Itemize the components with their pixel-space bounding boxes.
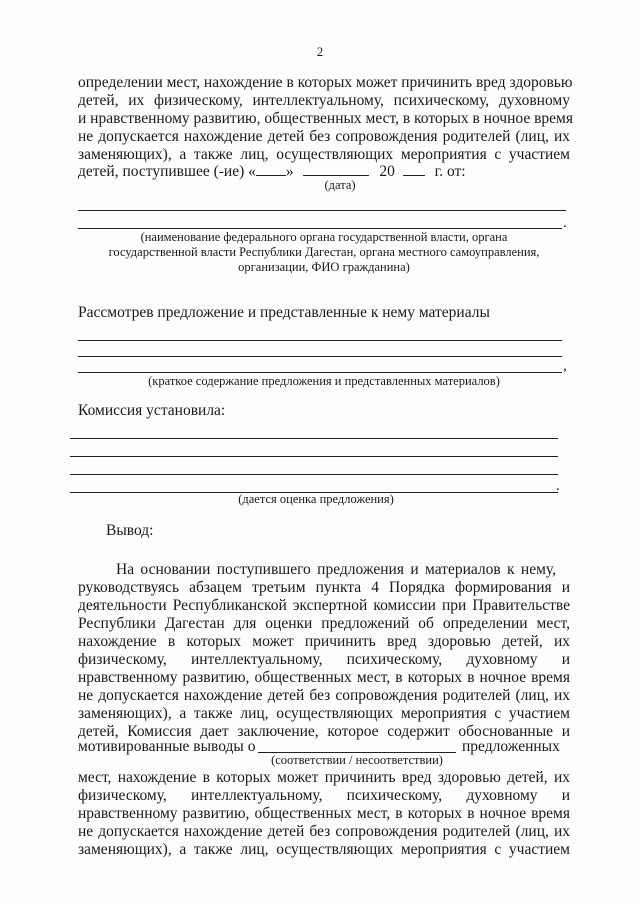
assessment-line[interactable] [70, 438, 558, 439]
main-paragraph-line: нравственному развитию, общественных мест, в которых в ночное время [78, 669, 570, 686]
main-paragraph-line: деятельности Республиканской экспертной комиссии при Правительстве [78, 597, 570, 614]
conclusion-line-suffix: предложенных [462, 738, 560, 755]
top-paragraph-line: заменяющих), а также лиц, осуществляющих мероприятия с участием [78, 146, 570, 163]
final-paragraph-line: физическому, интеллектуальному, психическому, духовному и [78, 787, 570, 804]
main-paragraph-line: заменяющих), а также лиц, осуществляющих мероприятия с участием [78, 705, 570, 722]
review-line-comma: , [563, 358, 567, 374]
main-paragraph-line: не допускается нахождение детей без сопровождения родителей (лиц, их [78, 687, 570, 704]
main-paragraph-line: На основании поступившего предложения и материалов к нему, [116, 561, 556, 578]
year-prefix: 20 [379, 163, 395, 180]
conclusion-line-prefix: мотивированные выводы о [78, 738, 256, 755]
top-paragraph-line: определении мест, нахождение в которых может причинить вред здоровью [78, 74, 573, 91]
main-paragraph-line: детей, Комиссия дает заключение, которое содержит обоснованные и [78, 723, 570, 740]
date-caption: (дата) [324, 178, 356, 192]
review-line[interactable] [78, 356, 562, 357]
conformity-caption: (соответствии / несоответствии) [271, 753, 443, 767]
org-caption-line: государственной власти Республики Дагестан, органа местного самоуправления, [108, 245, 540, 259]
main-paragraph-line: руководствуясь абзацем третьим пункта 4 Порядка формирования и [78, 579, 570, 596]
main-paragraph-line: физическому, интеллектуальному, психическому, духовному и [78, 651, 570, 668]
year-blank[interactable] [403, 162, 425, 176]
date-close-quote: » [285, 163, 294, 180]
final-paragraph-line: заменяющих), а также лиц, осуществляющих мероприятия с участием [78, 841, 570, 858]
day-blank[interactable] [256, 162, 286, 176]
commission-heading: Комиссия установила: [78, 402, 226, 419]
assessment-caption: (дается оценка предложения) [238, 492, 394, 506]
assessment-line-period: . [556, 478, 560, 494]
conclusion-heading: Вывод: [106, 522, 154, 539]
final-paragraph-line: мест, нахождение в которых может причинить вред здоровью детей, их [78, 769, 570, 786]
main-paragraph-line: Республики Дагестан для оценки предложений об определении мест, [78, 615, 570, 632]
review-heading: Рассмотрев предложение и представленные к нему материалы [78, 304, 490, 321]
final-paragraph-line: не допускается нахождение детей без сопровождения родителей (лиц, их [78, 823, 570, 840]
final-paragraph-line: нравственному развитию, общественных мест, в которых в ночное время [78, 805, 570, 822]
org-line[interactable] [78, 210, 566, 211]
main-paragraph-line: нахождение в которых может причинить вред здоровью детей, их [78, 633, 570, 650]
assessment-line[interactable] [70, 456, 558, 457]
month-blank[interactable] [303, 162, 369, 176]
date-line-suffix: г. от: [434, 163, 466, 180]
date-line-prefix: детей, поступившее (-ие) « [78, 163, 256, 180]
top-paragraph-line: детей, их физическому, интеллектуальному, психическому, духовному [78, 92, 570, 109]
org-line-period: . [563, 215, 567, 231]
assessment-line[interactable] [70, 474, 558, 475]
org-line[interactable] [78, 228, 562, 229]
top-paragraph-line: не допускается нахождение детей без сопровождения родителей (лиц, их [78, 128, 570, 145]
page-number: 2 [316, 44, 324, 59]
review-line[interactable] [78, 340, 562, 341]
review-line[interactable] [78, 372, 562, 373]
top-paragraph-line: и нравственному развитию, общественных мест, в которых в ночное время [78, 110, 573, 127]
org-caption-line: (наименование федерального органа государственной власти, органа [140, 230, 508, 244]
org-caption-line: организации, ФИО гражданина) [238, 260, 410, 274]
review-caption: (краткое содержание предложения и представленных материалов) [148, 374, 500, 388]
